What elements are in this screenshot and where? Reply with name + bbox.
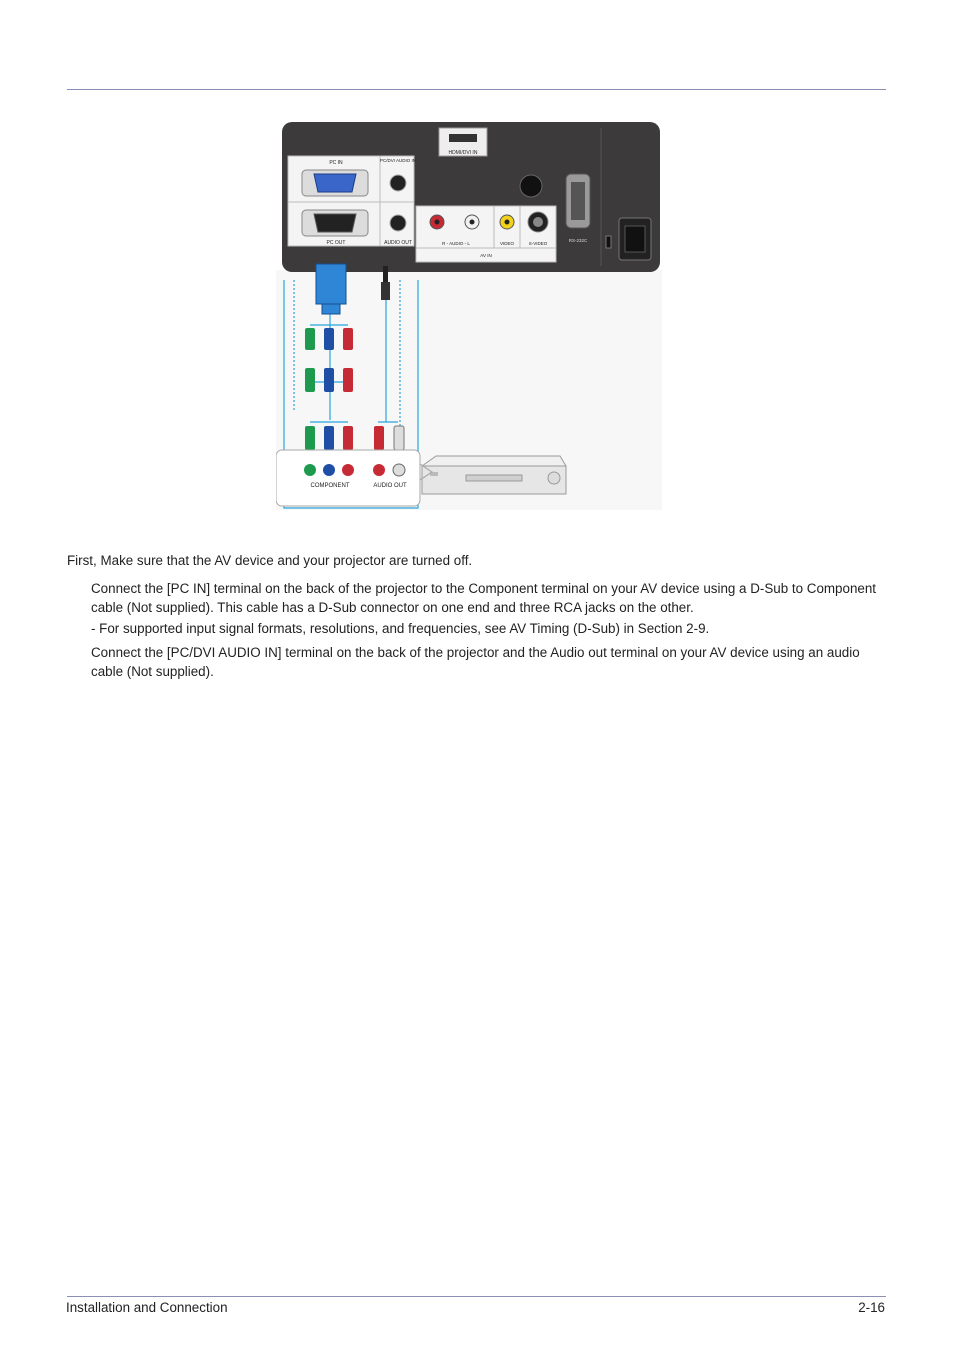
pc-audio-in-jack [390,175,406,191]
av-device-dvd-player [422,456,566,494]
rs232c-port [566,174,590,228]
component-plugs-upper [305,328,353,350]
pc-dvi-audio-in-label: PC/DVI AUDIO IN [379,158,417,163]
av-audio-out-label: AUDIO OUT [373,483,407,489]
pc-in-label: PC IN [329,160,343,166]
av-device-panel [276,450,420,506]
step-2-text: Connect the [PC/DVI AUDIO IN] terminal on the back of the projector and the Audio out terminal on your AV device using an audio cable (Not supplied). [91,645,860,679]
component-label: COMPONENT [310,483,350,489]
step-1-text: Connect the [PC IN] terminal on the back of the projector to the Component terminal on your AV device using a D-Sub to Component cable (Not supplied). This cable has a D-Sub connector on one end and three RCA jacks on the other. [91,581,877,615]
audio-out-panel-label: AUDIO OUT [384,240,412,246]
note-1-text: - For supported input signal formats, resolutions, and frequencies, see AV Timing (D-Sub) in Section 2-9. [91,621,710,636]
pc-out-dsub-port [302,210,368,236]
power-switch [606,236,611,248]
component-plugs-lower [305,368,353,392]
footer-rule [67,1296,886,1297]
footer-page-number: 2-16 [858,1300,885,1315]
connection-diagram [276,120,662,510]
s-video-label: S-VIDEO [528,241,548,246]
pc-out-label: PC OUT [326,240,346,246]
intro-text: First, Make sure that the AV device and your projector are turned off. [67,553,473,568]
round-button [520,175,542,197]
video-label: VIDEO [499,241,515,246]
power-socket [619,218,651,260]
audio-lr-label: R - AUDIO - L [442,241,470,246]
av-in-label: AV IN [480,253,492,258]
header-rule [67,89,886,90]
footer-section-title: Installation and Connection [66,1300,228,1315]
rs232c-label: RS-232C [568,238,588,243]
hdmi-label: HDMI/DVI IN [448,150,478,156]
pc-in-dsub-port [302,170,368,196]
audio-out-jack [390,215,406,231]
projector-back-panel [282,122,660,272]
